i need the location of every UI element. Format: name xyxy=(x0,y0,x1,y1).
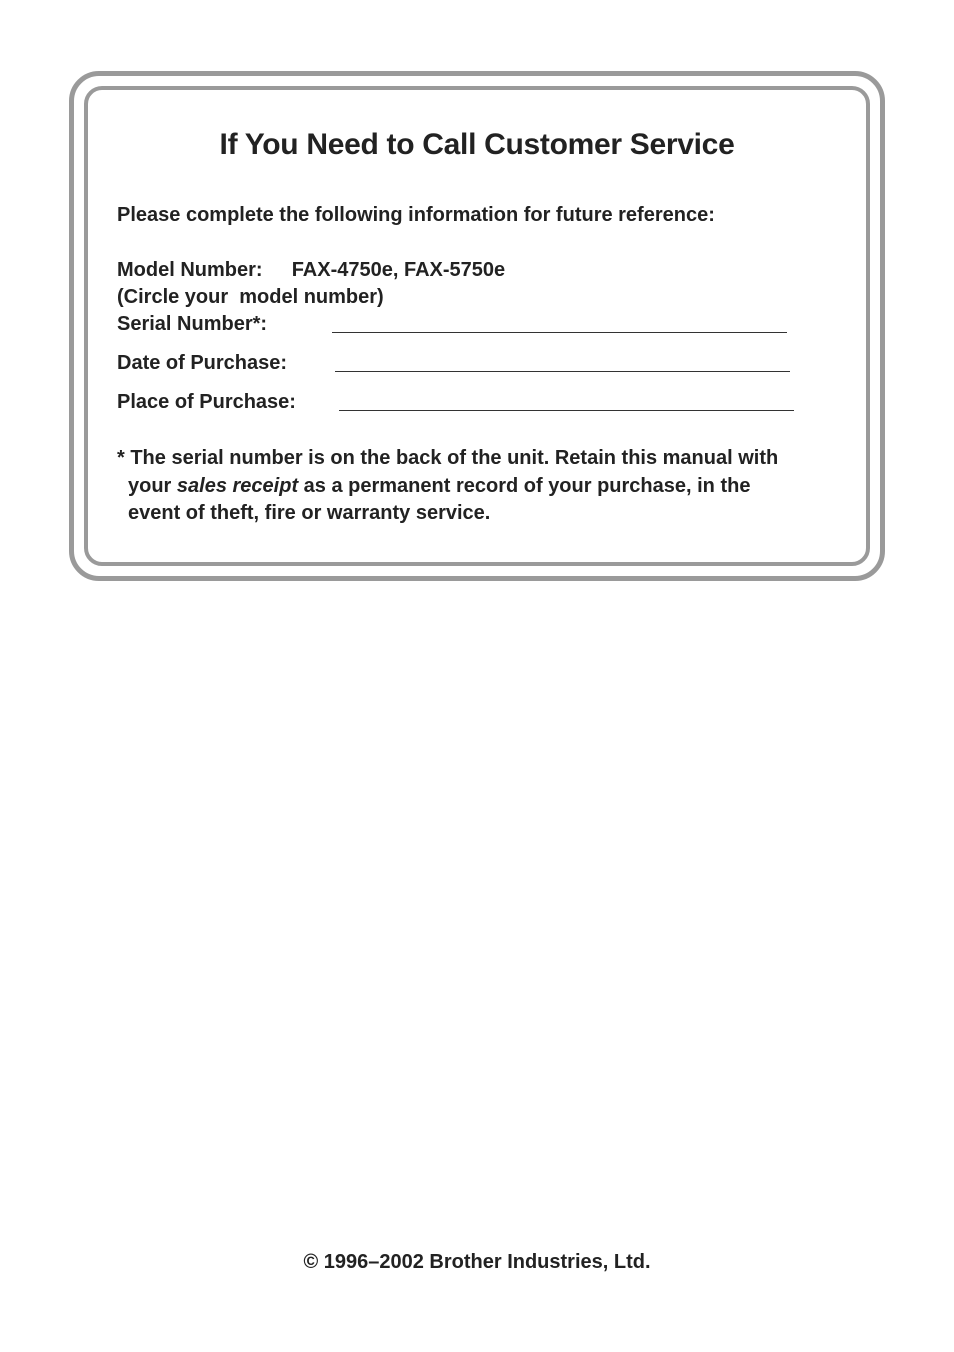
page-title: If You Need to Call Customer Service xyxy=(219,128,735,161)
circle-model-note: (Circle your model number) xyxy=(117,286,384,308)
footnote-line-1: * The serial number is on the back of the unit. Retain this manual with xyxy=(117,447,779,469)
model-number-value: FAX-4750e, FAX-5750e xyxy=(291,259,506,281)
serial-footnote xyxy=(117,445,778,528)
serial-number-label: Serial Number*: xyxy=(117,313,268,335)
footnote-line-3: event of theft, fire or warranty service. xyxy=(128,502,491,524)
footnote-line-2 xyxy=(117,473,778,501)
copyright-notice: © 1996–2002 Brother Industries, Ltd. xyxy=(303,1251,651,1273)
model-number-row xyxy=(117,259,505,282)
sales-receipt-emphasis: sales receipt xyxy=(176,474,299,497)
intro-text: Please complete the following information for future reference: xyxy=(117,204,715,226)
footnote-text: as a permanent record of your purchase, in the xyxy=(298,474,751,497)
place-of-purchase-blank[interactable] xyxy=(339,410,794,411)
footnote-text: your xyxy=(128,474,177,497)
date-of-purchase-label: Date of Purchase: xyxy=(117,352,288,374)
date-of-purchase-blank[interactable] xyxy=(335,371,790,372)
place-of-purchase-label: Place of Purchase: xyxy=(117,391,296,413)
model-number-label: Model Number: xyxy=(117,259,263,281)
serial-number-blank[interactable] xyxy=(332,332,787,333)
